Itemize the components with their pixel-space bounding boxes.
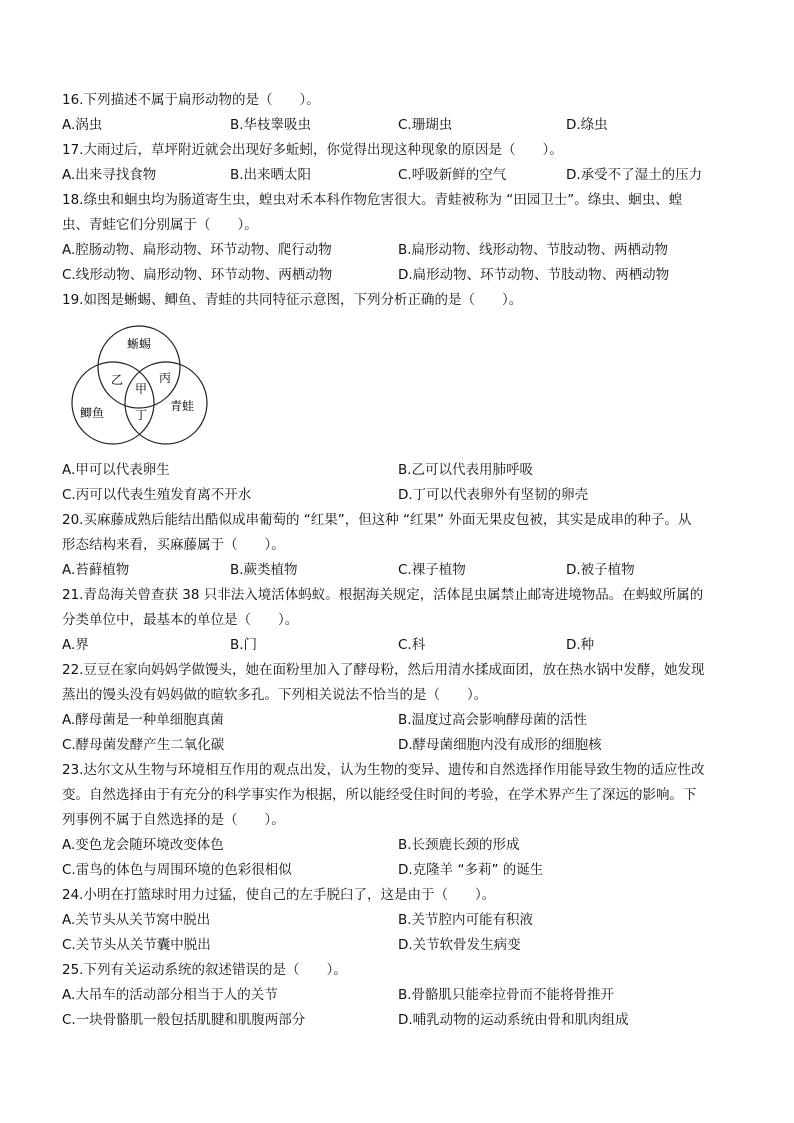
question-21-stem-line1: 21.青岛海关曾查获 38 只非法入境活体蚂蚁。根据海关规定，活体昆虫属禁止邮寄进境物品。在蚂蚁所属的: [62, 587, 704, 603]
question-20-stem-line2: 形态结构来看，买麻藤属于（ ）。: [62, 537, 285, 553]
question-18-option-a: A.腔肠动物、扁形动物、环节动物、爬行动物: [62, 242, 332, 258]
question-18-stem-line2: 虫、青蛙它们分别属于（ ）。: [62, 217, 258, 233]
question-18-option-b: B.扁形动物、线形动物、节肢动物、两栖动物: [398, 242, 669, 258]
question-17-option-d: D.承受不了湿土的压力: [566, 167, 703, 183]
question-22-stem-line2: 蒸出的馒头没有妈妈做的暄软多孔。下列相关说法不恰当的是（ ）。: [62, 687, 488, 703]
question-20-option-b: B.蕨类植物: [230, 562, 298, 578]
question-16-option-a: A.涡虫: [62, 117, 103, 133]
question-17-option-b: B.出来晒太阳: [230, 167, 312, 183]
question-23-option-d: D.克隆羊 “多莉” 的诞生: [398, 862, 544, 878]
question-17-option-a: A.出来寻找食物: [62, 167, 157, 183]
question-22-option-a: A.酵母菌是一种单细胞真菌: [62, 712, 224, 728]
question-19-option-d: D.丁可以代表卵外有坚韧的卵壳: [398, 487, 589, 503]
venn-label-bing: 丙: [158, 371, 172, 385]
question-23-stem-line1: 23.达尔文从生物与环境相互作用的观点出发，认为生物的变异、遗传和自然选择作用能导致生物的适应性改: [62, 762, 705, 778]
question-22-option-d: D.酵母菌细胞内没有成形的细胞核: [398, 737, 602, 753]
question-23-option-b: B.长颈鹿长颈的形成: [398, 837, 520, 853]
question-18-option-d: D.扁形动物、环节动物、节肢动物、两栖动物: [398, 267, 670, 283]
question-20-option-c: C.裸子植物: [398, 562, 466, 578]
question-25-option-d: D.哺乳动物的运动系统由骨和肌肉组成: [398, 1012, 629, 1028]
question-20-option-d: D.被子植物: [566, 562, 635, 578]
question-21-stem-line2: 分类单位中，最基本的单位是（ ）。: [62, 612, 299, 628]
question-22-option-b: B.温度过高会影响酵母菌的活性: [398, 712, 588, 728]
question-20-option-a: A.苔藓植物: [62, 562, 130, 578]
question-21-option-c: C.科: [398, 637, 426, 653]
question-20-stem-line1: 20.买麻藤成熟后能结出酷似成串葡萄的 “红果”，但这种 “红果” 外面无果皮包被，其实是成串的种子。从: [62, 512, 692, 528]
question-25-stem: 25.下列有关运动系统的叙述错误的是（ ）。: [62, 962, 347, 978]
question-24-stem: 24.小明在打篮球时用力过猛，使自己的左手脱臼了，这是由于（ ）。: [62, 887, 496, 903]
question-16-option-b: B.华枝睾吸虫: [230, 117, 312, 133]
venn-label-lizard: 蜥蜴: [126, 337, 152, 351]
question-24-option-c: C.关节头从关节囊中脱出: [62, 937, 211, 953]
venn-label-jia: 甲: [134, 382, 148, 396]
question-21-option-d: D.种: [566, 637, 595, 653]
venn-label-crucian: 鲫鱼: [79, 406, 105, 420]
question-23-option-c: C.雷鸟的体色与周围环境的色彩很相似: [62, 862, 292, 878]
question-18-stem-line1: 18.绦虫和蛔虫均为肠道寄生虫，蝗虫对禾本科作物危害很大。青蛙被称为 “田园卫士”。绦虫、蛔虫、蝗: [62, 192, 683, 208]
venn-diagram: [64, 320, 214, 445]
question-25-option-c: C.一块骨骼肌一般包括肌腱和肌腹两部分: [62, 1012, 306, 1028]
question-22-stem-line1: 22.豆豆在家向妈妈学做馒头，她在面粉里加入了酵母粉，然后用清水揉成面团，放在热水锅中发酵，她发现: [62, 662, 705, 678]
question-23-stem-line3: 列事例不属于自然选择的是（ ）。: [62, 812, 285, 828]
question-21-option-a: A.界: [62, 637, 89, 653]
venn-label-ding: 丁: [134, 408, 148, 422]
question-19-option-a: A.甲可以代表卵生: [62, 462, 170, 478]
question-16-option-d: D.绦虫: [566, 117, 608, 133]
question-17-option-c: C.呼吸新鲜的空气: [398, 167, 507, 183]
venn-label-frog: 青蛙: [169, 399, 195, 413]
question-17-stem: 17.大雨过后，草坪附近就会出现好多蚯蚓，你觉得出现这种现象的原因是（ ）。: [62, 142, 563, 158]
question-25-option-b: B.骨骼肌只能牵拉骨而不能将骨推开: [398, 987, 615, 1003]
question-19-option-c: C.丙可以代表生殖发育离不开水: [62, 487, 252, 503]
question-22-option-c: C.酵母菌发酵产生二氧化碳: [62, 737, 225, 753]
question-16-stem: 16.下列描述不属于扁形动物的是（ ）。: [62, 92, 320, 108]
question-16-option-c: C.珊瑚虫: [398, 117, 453, 133]
question-24-option-a: A.关节头从关节窝中脱出: [62, 912, 211, 928]
question-23-stem-line2: 变。自然选择由于有充分的科学事实作为根据，所以能经受住时间的考验，在学术界产生了深远的影响。下: [62, 787, 697, 803]
question-18-option-c: C.线形动物、扁形动物、环节动物、两栖动物: [62, 267, 333, 283]
question-24-option-d: D.关节软骨发生病变: [398, 937, 521, 953]
question-19-option-b: B.乙可以代表用肺呼吸: [398, 462, 534, 478]
question-21-option-b: B.门: [230, 637, 258, 653]
venn-label-yi: 乙: [110, 373, 124, 387]
question-24-option-b: B.关节腔内可能有积液: [398, 912, 534, 928]
question-25-option-a: A.大吊车的活动部分相当于人的关节: [62, 987, 278, 1003]
question-19-stem: 19.如图是蜥蜴、鲫鱼、青蛙的共同特征示意图，下列分析正确的是（ ）。: [62, 292, 523, 308]
question-23-option-a: A.变色龙会随环境改变体色: [62, 837, 224, 853]
